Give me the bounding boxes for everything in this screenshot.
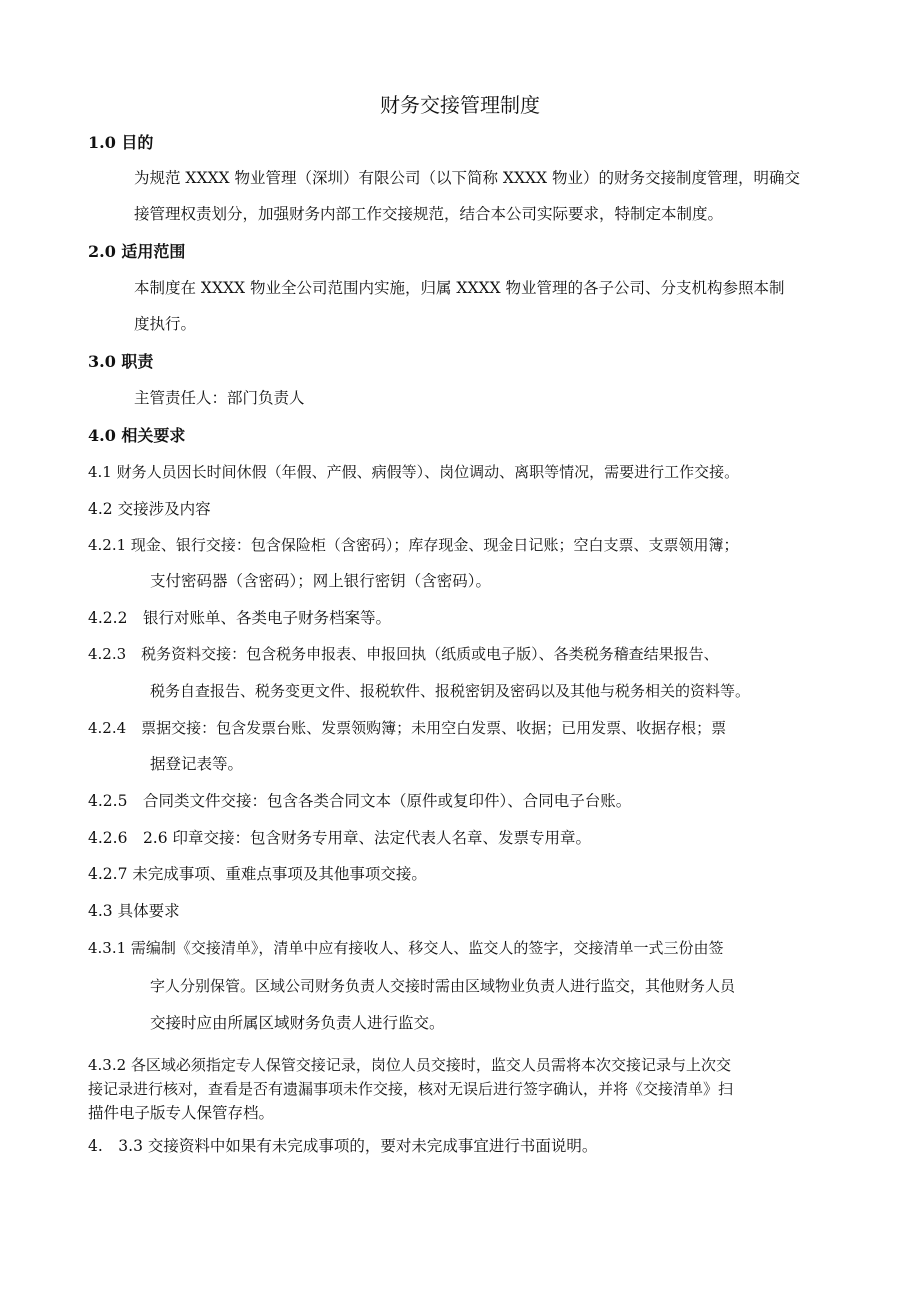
requirement-line: 接记录进行核对，查看是否有遗漏事项未作交接，核对无误后进行签字确认，并将《交接清单》扫 xyxy=(88,1080,734,1098)
requirement-line: 交接时应由所属区域财务负责人进行监交。 xyxy=(150,1014,445,1032)
requirement-line: 4.1 财务人员因长时间休假（年假、产假、病假等）、岗位调动、离职等情况，需要进行工作交接。 xyxy=(88,463,740,481)
requirement-line: 4.3.2 各区域必须指定专人保管交接记录，岗位人员交接时，监交人员需将本次交接记录与上次交 xyxy=(88,1056,731,1074)
paragraph-line: 度执行。 xyxy=(134,315,197,333)
section-heading-scope: 2.0 适用范围 xyxy=(88,242,186,261)
requirement-line: 4.3 具体要求 xyxy=(88,902,180,920)
requirement-line: 4.2.3 税务资料交接：包含税务申报表、申报回执（纸质或电子版）、各类税务稽查结果报告、 xyxy=(88,645,719,663)
paragraph-line: 本制度在 XXXX 物业全公司范围内实施，归属 XXXX 物业管理的各子公司、分支机构参照本制 xyxy=(134,279,785,297)
requirement-line: 字人分别保管。区域公司财务负责人交接时需由区域物业负责人进行监交，其他财务人员 xyxy=(150,977,736,995)
requirement-line: 4.2.2 银行对账单、各类电子财务档案等。 xyxy=(88,609,391,627)
section-heading-purpose: 1.0 目的 xyxy=(88,133,154,152)
paragraph-line: 接管理权责划分，加强财务内部工作交接规范，结合本公司实际要求，特制定本制度。 xyxy=(134,205,724,223)
requirement-line: 4.2.6 2.6 印章交接：包含财务专用章、法定代表人名章、发票专用章。 xyxy=(88,829,592,847)
requirement-line: 描件电子版专人保管存档。 xyxy=(88,1104,275,1122)
requirement-line: 4. 3.3 交接资料中如果有未完成事项的，要对未完成事宜进行书面说明。 xyxy=(88,1137,598,1155)
section-heading-responsibility: 3.0 职责 xyxy=(88,352,154,371)
paragraph-line: 主管责任人：部门负责人 xyxy=(134,389,305,407)
requirement-line: 支付密码器（含密码）；网上银行密钥（含密码）。 xyxy=(150,572,492,590)
paragraph-line: 为规范 XXXX 物业管理（深圳）有限公司（以下简称 XXXX 物业）的财务交接制度管理，明确交 xyxy=(134,169,800,187)
requirement-line: 4.2.1 现金、银行交接：包含保险柜（含密码）；库存现金、现金日记账；空白支票、支票领用簿； xyxy=(88,536,739,554)
requirement-line: 税务自查报告、税务变更文件、报税软件、报税密钥及密码以及其他与税务相关的资料等。 xyxy=(150,682,751,700)
requirement-line: 4.3.1 需编制《交接清单》，清单中应有接收人、移交人、监交人的签字，交接清单一式三份由签 xyxy=(88,939,724,957)
requirement-line: 据登记表等。 xyxy=(150,755,244,773)
requirement-line: 4.2.4 票据交接：包含发票台账、发票领购簿；未用空白发票、收据；已用发票、收据存根；票 xyxy=(88,719,727,737)
requirement-line: 4.2.7 未完成事项、重难点事项及其他事项交接。 xyxy=(88,865,427,883)
requirement-line: 4.2.5 合同类文件交接：包含各类合同文本（原件或复印件）、合同电子台账。 xyxy=(88,792,632,810)
requirement-line: 4.2 交接涉及内容 xyxy=(88,500,211,518)
document-title: 财务交接管理制度 xyxy=(380,93,540,117)
section-heading-requirements: 4.0 相关要求 xyxy=(88,426,186,445)
